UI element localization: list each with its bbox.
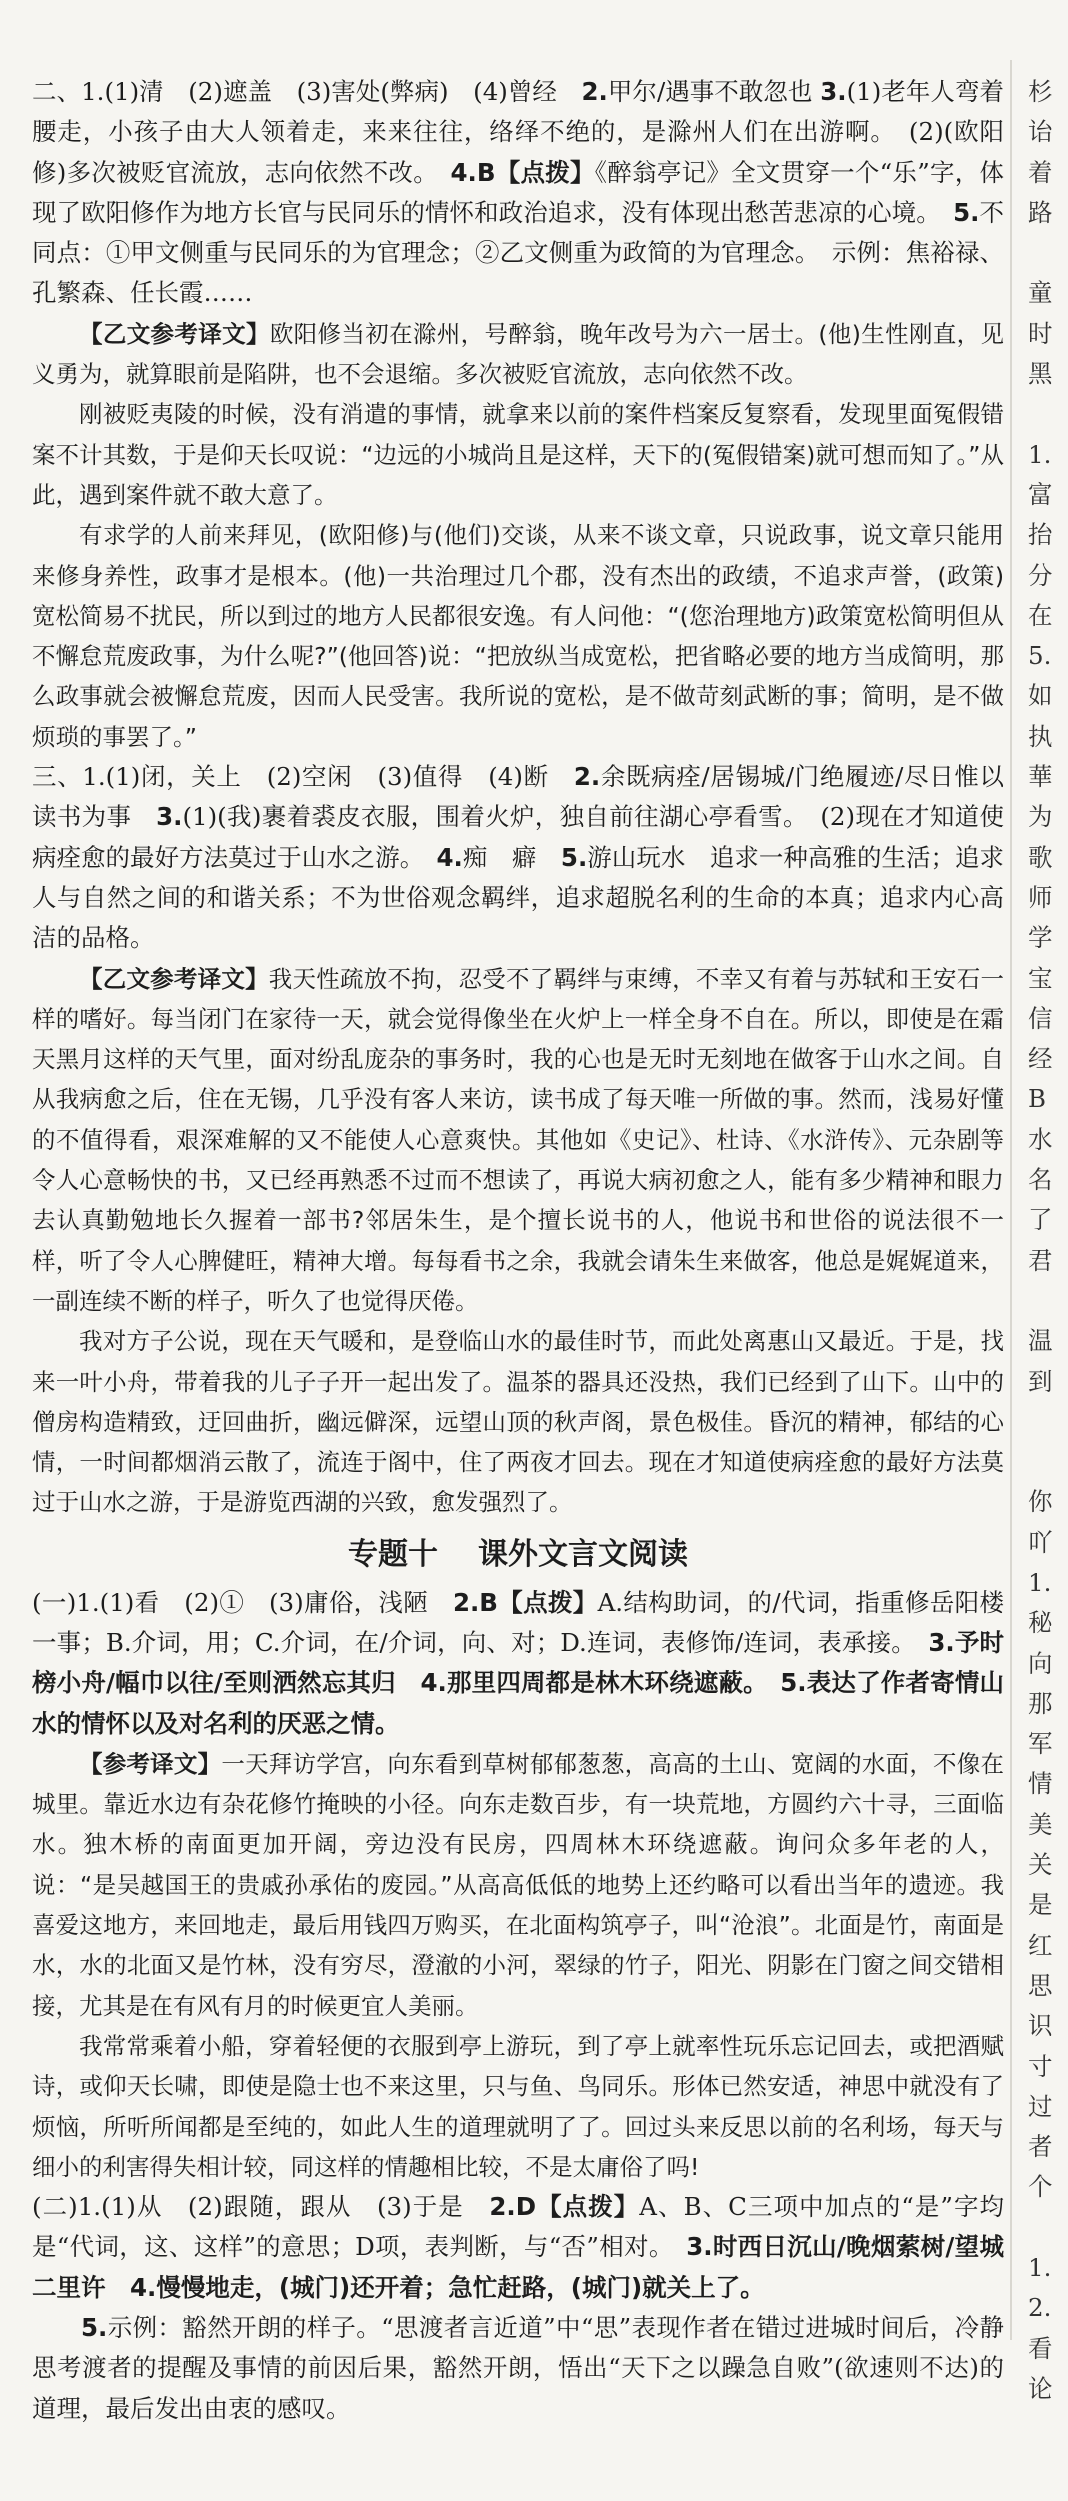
edge-char: 1.: [1028, 439, 1052, 469]
edge-char: 1.: [1028, 1567, 1052, 1597]
edge-char: 识: [1028, 2011, 1053, 2041]
edge-char: 水: [1028, 1124, 1053, 1154]
edge-char: 童: [1028, 278, 1053, 308]
s2-translation-text-1: 欧阳修当初在滁州，号醉翁，晚年改号为六一居士。(他)生性刚直，见义勇为，就算眼前是陷阱，也不会退缩。多次被贬官流放，志向依然不改。: [32, 319, 1005, 389]
edge-char: 执: [1028, 721, 1053, 751]
column-divider: [1010, 60, 1012, 2340]
edge-char: 向: [1028, 1648, 1053, 1678]
s3-answer-3-num: 3.: [156, 802, 183, 832]
edge-char: 到: [1028, 1366, 1053, 1396]
topic-label: 专题十: [348, 1536, 438, 1572]
edge-char: 为: [1028, 802, 1053, 832]
p1-answer-2-num: 2.B: [452, 1587, 498, 1617]
p1-translation-tag: 【参考译文】: [79, 1749, 222, 1778]
edge-char: 经: [1028, 1044, 1053, 1074]
p2-answer-2-num: 2.D: [489, 2192, 537, 2222]
section-three-answers: [32, 757, 1004, 958]
edge-char: 了: [1028, 1205, 1053, 1235]
edge-char: 華: [1028, 762, 1053, 792]
edge-char: 君: [1028, 1245, 1053, 1275]
s3-answer-4-num: 4.: [436, 842, 463, 872]
edge-char: 那: [1028, 1688, 1053, 1718]
s2-answer-3: (1)老年人弯着腰走，小孩子由大人领着走，来来往往，络绎不绝的，是滁州人们在出游啊。 (2)(欧阳修)多次被贬官流放，志向依然不改。: [32, 77, 1004, 187]
edge-char: [1028, 1402, 1068, 1442]
edge-char: 过: [1028, 2091, 1053, 2121]
s3-answer-2-num: 2.: [573, 762, 601, 792]
edge-char: 师: [1028, 882, 1053, 912]
edge-char: 诒: [1028, 117, 1053, 147]
s2-hint-tag: 【点拨】: [495, 157, 595, 187]
p1-answer-5-num: 5.: [780, 1668, 807, 1698]
edge-char: 思: [1028, 1970, 1053, 2000]
s2-answer-5-num: 5.: [953, 197, 980, 227]
edge-char: [1028, 233, 1068, 273]
edge-char: 黑: [1028, 359, 1053, 389]
edge-char: 论: [1028, 2373, 1053, 2403]
p1-answer-1: (一)1.(1)看 (2)① (3)庸俗，浅陋: [32, 1587, 453, 1617]
edge-char: 个: [1028, 2172, 1053, 2202]
edge-char: [1028, 1442, 1068, 1482]
s2-answer-3-num: 3.: [820, 77, 847, 106]
edge-char: 着: [1028, 157, 1053, 187]
topic-title: 课外文言文阅读: [478, 1536, 688, 1572]
edge-char: [1028, 2208, 1068, 2248]
p2-answer-1: (二)1.(1)从 (2)跟随，跟从 (3)于是: [32, 2192, 490, 2222]
edge-char: 寸: [1028, 2051, 1053, 2081]
p1-answer-2: A.结构助词，的/代词，指重修岳阳楼一事；B.介词，用；C.介词，在/介词，向、对；D.连词，表修饰/连词，表承接。: [32, 1587, 1005, 1657]
topic-heading: [32, 1533, 1004, 1577]
p1-answer-4-num: 4.: [420, 1668, 447, 1698]
p2-answer-2: A、B、C三项中加点的“是”字均是“代词，这、这样”的意思；D项，表判断，与“否”相对。: [32, 2192, 1004, 2262]
edge-char: 名: [1028, 1165, 1053, 1195]
edge-char: [1028, 394, 1068, 434]
p2-answer-5: 示例：豁然开朗的样子。“思渡者言近道”中“思”表现作者在错过进城时间后，冷静思考渡者的提醒及事情的前因后果，豁然开朗，悟出“天下之以躁急自败”(欲速则不达)的道理，最后发出由衷的感叹。: [32, 2313, 1004, 2423]
edge-char: 宝: [1028, 963, 1053, 993]
edge-char: 时: [1028, 318, 1053, 348]
s3-answer-5: 游山玩水 追求一种高雅的生活；追求人与自然之间的和谐关系；不为世俗观念羁绊，追求超脱名利的生命的本真；追求内心高洁的品格。: [32, 842, 1005, 953]
part-two-answers: [32, 2187, 1004, 2308]
edge-char: 学: [1028, 923, 1053, 953]
edge-char: [1028, 1281, 1068, 1321]
s2-answer-4-num: 4.B: [450, 157, 496, 187]
p2-answer-3-num: 3.: [686, 2232, 713, 2262]
section-two-answers: [32, 72, 1004, 314]
edge-char: 情: [1028, 1769, 1053, 1799]
p1-answer-4: 那里四周都是林木环绕遮蔽。: [446, 1668, 781, 1698]
p1-answer-5: 表达了作者寄情山水的情怀以及对名利的厌恶之情。: [32, 1668, 1005, 1738]
edge-char: B: [1028, 1084, 1047, 1114]
edge-char: 抬: [1028, 520, 1053, 550]
p2-answer-4: 慢慢地走，(城门)还开着；急忙赶路，(城门)就关上了。: [156, 2272, 765, 2302]
s2-answer-1: 二、1.(1)清 (2)遮盖 (3)害处(弊病) (4)曾经: [32, 77, 582, 106]
edge-char: 是: [1028, 1890, 1053, 1920]
edge-char: 你: [1028, 1487, 1053, 1517]
p1-answer-3-num: 3.: [928, 1627, 955, 1657]
s2-answer-2: 甲尔/遇事不敢忽也: [607, 77, 813, 106]
p2-answer-4-num: 4.: [130, 2272, 157, 2302]
edge-char: 在: [1028, 600, 1053, 630]
edge-char: 信: [1028, 1003, 1053, 1033]
s3-translation-tag: 【乙文参考译文】: [79, 964, 269, 993]
edge-char: 吖: [1028, 1527, 1053, 1557]
p2-hint-tag: 【点拨】: [536, 2192, 640, 2222]
s3-answer-3: (1)(我)裹着裘皮衣服，围着火炉，独自前往湖心亭看雪。 (2)现在才知道使病痊愈的最好方法莫过于山水之游。: [32, 802, 1004, 872]
p2-answer-5-num: 5.: [81, 2313, 108, 2343]
edge-char: 杉: [1028, 77, 1053, 106]
p2-answer-5-para: [32, 2308, 1004, 2429]
s2-answer-2-num: 2.: [581, 77, 608, 106]
s2-answer-4: 《醉翁亭记》全文贯穿一个“乐”字，体现了欧阳修作为地方长官与民同乐的情怀和政治追求，没有体现出愁苦悲凉的心境。: [32, 157, 1004, 227]
s2-translation-p1: [32, 314, 1004, 395]
s2-translation-p3: 有求学的人前来拜见，(欧阳修)与(他们)交谈，从来不谈文章，只说政事，说文章只能用来修身养性，政事才是根本。(他)一共治理过几个郡，没有杰出的政绩，不追求声誉，(政策)宽松简易不扰民，所以到过的地方人民都很安逸。有人问他：“(您治理地方)政策宽松简明但从不懈怠荒废政事，为什么呢?”(他回答)说：“把放纵当成宽松，把省略必要的地方当成简明，那么政事就会被懈怠荒废，因而人民受害。我所说的宽松，是不做苛刻武断的事；简明，是不做烦琐的事罢了。”: [32, 521, 1004, 751]
cropped-next-column: [1028, 72, 1068, 2403]
s3-translation-text-1: 我天性疏放不拘，忍受不了羁绊与束缚，不幸又有着与苏轼和王安石一样的嗜好。每当闭门在家待一天，就会觉得像坐在火炉上一样全身不自在。所以，即使是在霜天黑月这样的天气里，面对纷乱庞杂的事务时，我的心也是无时无刻地在做客于山水之间。自从我病愈之后，住在无锡，几乎没有客人来访，读书成了每天唯一所做的事。然而，浅易好懂的不值得看，艰深难解的又不能使人心意爽快。其他如《史记》、杜诗、《水浒传》、元杂剧等令人心意畅快的书，又已经再熟悉不过而不想读了，再说大病初愈之人，能有多少精神和眼力去认真勤勉地长久握着一部书?邻居朱生，是个擅长说书的人，他说书和世俗的说法很不一样，听了令人心脾健旺，精神大增。每每看书之余，我就会请朱生来做客，他总是娓娓道来，一副连续不断的样子，听久了也觉得厌倦。: [32, 964, 1005, 1315]
p2-answer-3: 时西日沉山/晚烟萦树/望城二里许: [32, 2232, 1004, 2302]
edge-char: 美: [1028, 1809, 1053, 1839]
edge-char: 者: [1028, 2132, 1053, 2162]
edge-char: 分: [1028, 560, 1053, 590]
main-column: [32, 72, 1004, 2429]
p1-answer-3: 予时榜小舟/幅巾以往/至则洒然忘其归: [32, 1627, 1005, 1698]
edge-char: 歌: [1028, 842, 1053, 872]
p1-translation-text-1: 一天拜访学宫，向东看到草树郁郁葱葱，高高的土山、宽阔的水面，不像在城里。靠近水边有杂花修竹掩映的小径。向东走数百步，有一块荒地，方圆约六十寻，三面临水。独木桥的南面更加开阔，旁边没有民房，四周林木环绕遮蔽。询问众多年老的人，说：“是吴越国王的贵戚孙承佑的废园。”从高高低低的地势上还约略可以看出当年的遗迹。我喜爱这地方，来回地走，最后用钱四万购买，在北面构筑亭子，叫“沧浪”。北面是竹，南面是水，水的北面又是竹林，没有穷尽，澄澈的小河，翠绿的竹子，阳光、阴影在门窗之间交错相接，尤其是在有风有月的时候更宜人美丽。: [32, 1749, 1005, 2020]
p1-hint-tag: 【点拨】: [497, 1587, 598, 1617]
edge-char: 红: [1028, 1930, 1053, 1960]
s3-answer-2: 余既病痊/居锡城/门绝履迹/尽日惟以读书为事: [32, 762, 1004, 832]
edge-char: 如: [1028, 681, 1053, 711]
edge-char: 路: [1028, 197, 1053, 227]
s3-answer-5-num: 5.: [560, 842, 588, 872]
edge-char: 富: [1028, 479, 1053, 509]
s3-answer-4: 痴 癖: [462, 842, 561, 872]
edge-char: 看: [1028, 2333, 1053, 2363]
s2-answer-5: 不同点：①甲文侧重与民同乐的为官理念；②乙文侧重为政简的为官理念。 示例：焦裕禄、孔繁森、任长霞……: [32, 197, 1004, 308]
edge-char: 1.: [1028, 2253, 1052, 2283]
p1-translation-p1: [32, 1744, 1004, 2026]
p1-translation-p2: 我常常乘着小船，穿着轻便的衣服到亭上游玩，到了亭上就率性玩乐忘记回去，或把酒赋诗，或仰天长啸，即使是隐士也不来这里，只与鱼、鸟同乐。形体已然安适，神思中就没有了烦恼，所听所闻都是至纯的，如此人生的道理就明了了。回过头来反思以前的名利场，每天与细小的利害得失相计较，同这样的情趣相比较，不是太庸俗了吗!: [32, 2031, 1004, 2181]
edge-char: 2.: [1028, 2293, 1052, 2323]
s2-translation-tag: 【乙文参考译文】: [79, 319, 270, 348]
s3-translation-p1: [32, 959, 1004, 1322]
s2-translation-p2: 刚被贬夷陵的时候，没有消遣的事情，就拿来以前的案件档案反复察看，发现里面冤假错案不计其数，于是仰天长叹说：“边远的小城尚且是这样，天下的(冤假错案)就可想而知了。”从此，遇到案件就不敢大意了。: [32, 400, 1004, 509]
s3-translation-p2: 我对方子公说，现在天气暖和，是登临山水的最佳时节，而此处离惠山又最近。于是，找来一叶小舟，带着我的儿子子开一起出发了。温茶的器具还没热，我们已经到了山下。山中的僧房构造精致，迂回曲折，幽远僻深，远望山顶的秋声阁，景色极佳。昏沉的精神，郁结的心情，一时间都烟消云散了，流连于阁中，住了两夜才回去。现在才知道使病痊愈的最好方法莫过于山水之游，于是游览西湖的兴致，愈发强烈了。: [32, 1327, 1004, 1517]
edge-char: 秘: [1028, 1608, 1053, 1638]
part-one-answers: [32, 1583, 1004, 1744]
edge-char: 关: [1028, 1850, 1053, 1880]
edge-char: 5.: [1028, 641, 1052, 671]
edge-char: 军: [1028, 1729, 1053, 1759]
s3-answer-1: 三、1.(1)闭，关上 (2)空闲 (3)值得 (4)断: [32, 762, 574, 792]
edge-char: 温: [1028, 1326, 1053, 1356]
